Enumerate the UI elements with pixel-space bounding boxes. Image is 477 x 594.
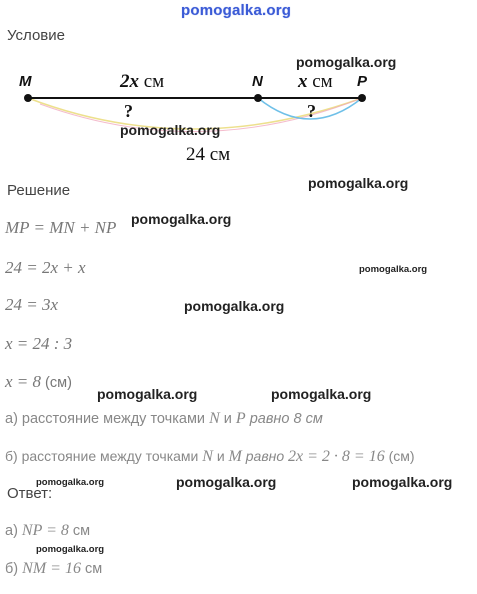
segment-mp-total: 24 см [186,144,231,165]
label-n: N [252,73,263,90]
result-b-rest: равно [241,448,289,464]
result-b-expression: 2x = 2 · 8 = 16 [288,448,385,465]
question-np: ? [307,101,316,121]
point-m [24,94,32,102]
solution-heading: Решение [7,182,71,199]
answer-b-math: NM = 16 [22,560,81,577]
label-m: M [19,73,32,90]
mn-var: 2x [120,71,139,92]
result-b-point-2: M [228,448,242,465]
watermark: pomogalka.org [352,474,453,490]
answer-a [5,522,90,540]
watermark: pomogalka.org [36,544,105,555]
result-a-rest: равно 8 см [245,411,323,427]
answer-b [5,560,102,578]
watermark: pomogalka.org [296,54,397,70]
condition-heading: Условие [7,27,65,44]
label-p: P [357,73,368,90]
watermark: pomogalka.org [308,175,409,191]
watermark: pomogalka.org [271,386,372,402]
watermark: pomogalka.org [359,264,428,275]
point-p [358,94,366,102]
answer-b-prefix: б) [5,561,23,577]
mn-unit: см [143,71,165,92]
result-a-prefix: а) расстояние между точками [5,411,210,427]
watermark: pomogalka.org [176,474,277,490]
result-b-mid: и [212,448,229,464]
result-a-point-2: P [235,410,246,427]
question-mn: ? [124,101,133,121]
result-a-mid: и [219,411,236,427]
result-b-line [5,448,415,466]
equation-4: x = 24 : 3 [5,334,73,353]
answer-a-prefix: а) [5,523,22,539]
answer-a-math: NP = 8 [21,522,69,539]
answer-b-unit: см [80,561,103,577]
result-a-line [5,410,323,428]
watermark: pomogalka.org [36,477,105,488]
segment-mn-length [120,71,164,93]
np-unit: см [312,71,333,92]
equation-2: 24 = 2x + x [5,258,86,277]
watermark: pomogalka.org [120,122,221,138]
equation-5-math: x = 8 [5,372,42,391]
result-b-prefix: б) расстояние между точками [5,448,203,464]
watermark-top: pomogalka.org [181,2,292,19]
np-var: x [298,71,308,92]
equation-3: 24 = 3x [5,295,59,314]
segment-np-length [298,71,333,93]
result-a-point-1: N [209,410,220,427]
watermark: pomogalka.org [184,298,285,314]
answer-heading: Ответ: [7,485,53,502]
answer-a-unit: см [68,523,91,539]
equation-1: MP = MN + NP [5,218,117,237]
watermark: pomogalka.org [97,386,198,402]
watermark: pomogalka.org [131,211,232,227]
segment-diagram [0,60,477,170]
equation-5 [5,372,72,392]
equation-5-unit: (см) [41,375,72,391]
result-b-unit: (см) [384,448,415,464]
point-n [254,94,262,102]
result-b-point-1: N [202,448,213,465]
